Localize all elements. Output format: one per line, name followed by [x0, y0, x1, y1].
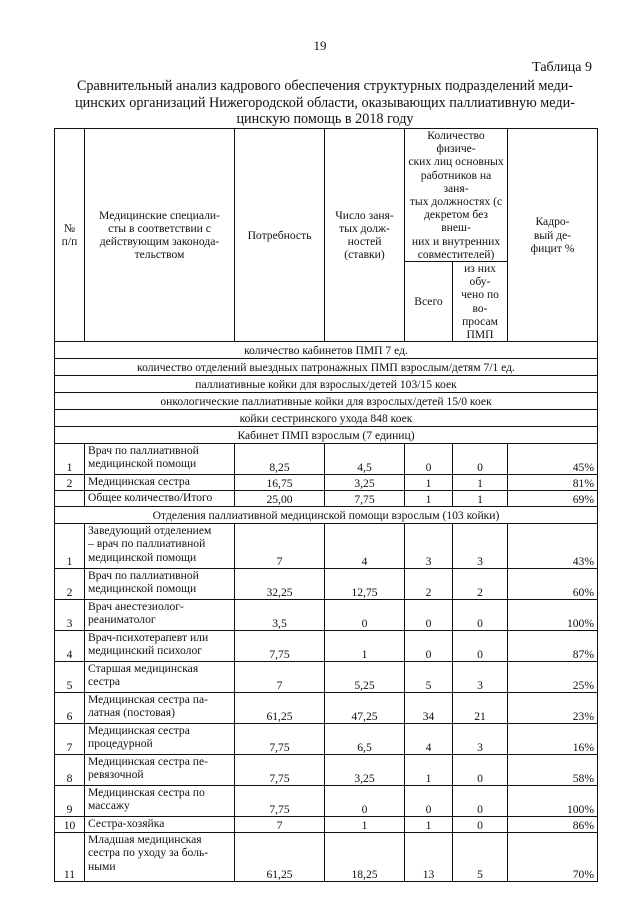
- staffing-table: [54, 128, 598, 882]
- header-line: из них обу-: [464, 262, 496, 289]
- spec-line: – врач по паллиативной: [88, 537, 206, 551]
- row-trained: 3: [453, 524, 508, 569]
- row-trained: 2: [453, 569, 508, 600]
- table-row: [55, 600, 598, 631]
- title-line: цинских организаций Нижегородской области, оказывающих паллиативную меди-: [75, 94, 575, 111]
- document-title: [56, 78, 594, 128]
- row-num: [55, 491, 85, 507]
- spec-line: Медицинская сестра па-: [88, 693, 208, 707]
- row-trained: 21: [453, 693, 508, 724]
- header-need: [235, 129, 325, 342]
- row-total: 2: [405, 569, 453, 600]
- header-posts: [325, 129, 405, 342]
- row-deficit: 100%: [508, 786, 598, 817]
- row-posts: 4,5: [325, 444, 405, 475]
- row-deficit: 86%: [508, 817, 598, 833]
- row-deficit: 100%: [508, 600, 598, 631]
- header-line: вый де-: [533, 228, 572, 242]
- info-row: количество кабинетов ПМП 7 ед.: [55, 342, 598, 359]
- row-need: 16,75: [235, 475, 325, 491]
- row-deficit: 23%: [508, 693, 598, 724]
- header-trained: [453, 262, 508, 342]
- spec-line: медицинской помощи: [88, 582, 197, 596]
- spec-line: Медицинская сестра: [88, 475, 190, 489]
- table-row: [55, 524, 598, 569]
- spec-line: Врач по паллиативной: [88, 569, 199, 583]
- header-line: №: [63, 221, 76, 235]
- row-deficit: 45%: [508, 444, 598, 475]
- header-line: совместителей): [417, 247, 495, 261]
- info-row: паллиативные койки для взрослых/детей 103/15 коек: [55, 376, 598, 393]
- table-row: [55, 786, 598, 817]
- row-deficit: 81%: [508, 475, 598, 491]
- row-posts: 0: [325, 600, 405, 631]
- table-row: [55, 833, 598, 882]
- header-line: Число заня-: [335, 208, 394, 222]
- row-need: 7: [235, 817, 325, 833]
- row-need: 25,00: [235, 491, 325, 507]
- row-num: 3: [55, 600, 85, 631]
- row-need: 7,75: [235, 724, 325, 755]
- header-line: сты в соответствии с: [108, 221, 211, 235]
- header-line: п/п: [61, 235, 78, 249]
- row-need: 7,75: [235, 755, 325, 786]
- header-line: действующим законода-: [99, 235, 220, 249]
- row-total: 0: [405, 444, 453, 475]
- header-line: Медицинские специали-: [99, 208, 220, 222]
- row-need: 32,25: [235, 569, 325, 600]
- row-deficit: 25%: [508, 662, 598, 693]
- row-total: 1: [405, 491, 453, 507]
- page-number: 19: [313, 38, 327, 53]
- row-deficit: 43%: [508, 524, 598, 569]
- row-total: 0: [405, 786, 453, 817]
- title-line: цинскую помощь в 2018 году: [236, 111, 414, 127]
- spec-line: Врач по паллиативной: [88, 444, 199, 458]
- row-trained: 0: [453, 600, 508, 631]
- row-specialist: [85, 724, 235, 755]
- row-posts: 3,25: [325, 755, 405, 786]
- row-trained: 0: [453, 444, 508, 475]
- row-total: 0: [405, 631, 453, 662]
- header-line: Количество физиче-: [427, 129, 485, 156]
- row-specialist: [85, 833, 235, 882]
- row-posts: 0: [325, 786, 405, 817]
- row-num: 2: [55, 569, 85, 600]
- row-num: 8: [55, 755, 85, 786]
- table-row: [55, 662, 598, 693]
- spec-line: сестра по уходу за боль-: [88, 846, 209, 860]
- info-row: количество отделений выездных патронажных ПМП взрослым/детям 7/1 ед.: [55, 359, 598, 376]
- row-deficit: 87%: [508, 631, 598, 662]
- table-row: [55, 631, 598, 662]
- header-deficit: [508, 129, 598, 342]
- row-specialist: [85, 631, 235, 662]
- row-need: 7: [235, 662, 325, 693]
- header-staff: [405, 129, 508, 262]
- section-title: Отделения паллиативной медицинской помощи взрослым (103 койки): [55, 507, 598, 524]
- row-deficit: 16%: [508, 724, 598, 755]
- header-line: ностей: [347, 235, 382, 249]
- row-need: 8,25: [235, 444, 325, 475]
- row-deficit: 70%: [508, 833, 598, 882]
- row-need: 61,25: [235, 693, 325, 724]
- header-line: фицит %: [530, 241, 575, 255]
- info-row: онкологические паллиативные койки для взрослых/детей 15/0 коек: [55, 393, 598, 410]
- row-posts: 47,25: [325, 693, 405, 724]
- table-row: [55, 755, 598, 786]
- row-posts: 4: [325, 524, 405, 569]
- spec-line: Медицинская сестра по: [88, 786, 205, 800]
- header-line: Всего: [414, 295, 443, 309]
- row-specialist: [85, 817, 235, 833]
- spec-line: ными: [88, 859, 116, 873]
- spec-line: Врач анестезиолог-: [88, 600, 184, 614]
- row-total: 1: [405, 817, 453, 833]
- row-posts: 3,25: [325, 475, 405, 491]
- spec-line: Старшая медицинская: [88, 662, 199, 676]
- spec-line: латная (постовая): [88, 706, 175, 720]
- row-num: 2: [55, 475, 85, 491]
- header-line: тых долж-: [339, 221, 390, 235]
- row-need: 7,75: [235, 786, 325, 817]
- table-row: [55, 693, 598, 724]
- spec-line: медицинской помощи: [88, 550, 197, 564]
- header-line: тельством: [134, 248, 185, 262]
- spec-line: Младшая медицинская: [88, 833, 202, 847]
- spec-line: Заведующий отделением: [88, 524, 212, 538]
- row-specialist: [85, 491, 235, 507]
- row-total: 5: [405, 662, 453, 693]
- header-line: Кадро-: [535, 215, 570, 229]
- row-trained: 0: [453, 631, 508, 662]
- header-total: [405, 262, 453, 342]
- header-line: работников на заня-: [420, 168, 492, 195]
- table-row: [55, 475, 598, 491]
- table-row: [55, 569, 598, 600]
- row-specialist: [85, 524, 235, 569]
- row-total: 1: [405, 755, 453, 786]
- row-posts: 18,25: [325, 833, 405, 882]
- row-specialist: [85, 569, 235, 600]
- row-total: 3: [405, 524, 453, 569]
- row-posts: 6,5: [325, 724, 405, 755]
- row-specialist: [85, 755, 235, 786]
- row-trained: 3: [453, 662, 508, 693]
- spec-line: Медицинская сестра пе-: [88, 755, 208, 769]
- row-specialist: [85, 693, 235, 724]
- spec-line: ревязочной: [88, 768, 144, 782]
- row-specialist: [85, 444, 235, 475]
- row-posts: 7,75: [325, 491, 405, 507]
- row-num: 6: [55, 693, 85, 724]
- row-num: 9: [55, 786, 85, 817]
- row-need: 3,5: [235, 600, 325, 631]
- row-trained: 1: [453, 491, 508, 507]
- spec-line: массажу: [88, 799, 130, 813]
- table-label: Таблица 9: [532, 60, 592, 75]
- header-line: тых должностях (с: [409, 195, 503, 209]
- table-row: [55, 444, 598, 475]
- table-row: [55, 724, 598, 755]
- row-trained: 0: [453, 786, 508, 817]
- spec-line: сестра: [88, 675, 121, 689]
- row-deficit: 58%: [508, 755, 598, 786]
- table-row: [55, 491, 598, 507]
- row-specialist: [85, 786, 235, 817]
- row-num: 10: [55, 817, 85, 833]
- row-posts: 1: [325, 817, 405, 833]
- info-row: койки сестринского ухода 848 коек: [55, 410, 598, 427]
- header-specialist: [85, 129, 235, 342]
- row-total: 13: [405, 833, 453, 882]
- row-posts: 12,75: [325, 569, 405, 600]
- row-need: 61,25: [235, 833, 325, 882]
- header-line: ских лиц основных: [408, 155, 504, 169]
- row-num: 7: [55, 724, 85, 755]
- spec-line: Сестра-хозяйка: [88, 817, 165, 831]
- header-line: ПМП: [466, 328, 494, 342]
- spec-line: Медицинская сестра: [88, 724, 190, 738]
- row-num: 11: [55, 833, 85, 882]
- header-line: (ставки): [344, 248, 385, 262]
- row-total: 0: [405, 600, 453, 631]
- row-specialist: [85, 662, 235, 693]
- spec-line: медицинский психолог: [88, 644, 203, 658]
- row-deficit: 60%: [508, 569, 598, 600]
- row-posts: 5,25: [325, 662, 405, 693]
- header-line: них и внутренних: [411, 234, 501, 248]
- spec-line: медицинской помощи: [88, 457, 197, 471]
- row-specialist: [85, 475, 235, 491]
- row-posts: 1: [325, 631, 405, 662]
- row-num: 4: [55, 631, 85, 662]
- header-num: [55, 129, 85, 342]
- row-deficit: 69%: [508, 491, 598, 507]
- row-num: 1: [55, 524, 85, 569]
- row-num: 1: [55, 444, 85, 475]
- section-title: Кабинет ПМП взрослым (7 единиц): [55, 427, 598, 444]
- spec-line: процедурной: [88, 737, 153, 751]
- row-trained: 1: [453, 475, 508, 491]
- row-trained: 3: [453, 724, 508, 755]
- row-total: 34: [405, 693, 453, 724]
- spec-line: реаниматолог: [88, 613, 156, 627]
- header-line: декретом без внеш-: [424, 208, 488, 235]
- header-line: чено по во-: [461, 288, 499, 315]
- row-total: 4: [405, 724, 453, 755]
- header-line: Потребность: [247, 228, 312, 242]
- row-need: 7,75: [235, 631, 325, 662]
- row-num: 5: [55, 662, 85, 693]
- row-need: 7: [235, 524, 325, 569]
- spec-line: Общее количество/Итого: [88, 491, 213, 505]
- row-specialist: [85, 600, 235, 631]
- title-line: Сравнительный анализ кадрового обеспечения структурных подразделений меди-: [76, 78, 574, 94]
- header-line: просам: [462, 314, 498, 328]
- row-trained: 0: [453, 817, 508, 833]
- spec-line: Врач-психотерапевт или: [88, 631, 209, 645]
- row-trained: 5: [453, 833, 508, 882]
- row-trained: 0: [453, 755, 508, 786]
- row-total: 1: [405, 475, 453, 491]
- table-row: [55, 817, 598, 833]
